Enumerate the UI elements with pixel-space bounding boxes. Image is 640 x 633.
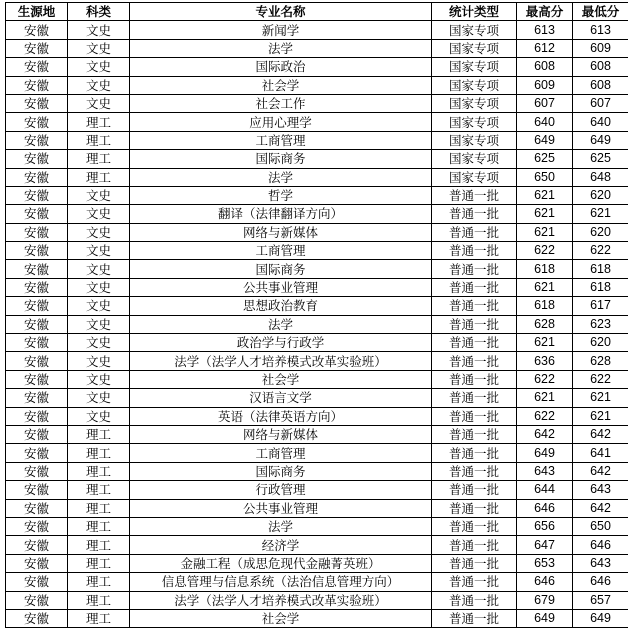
type-cell: 普通一批 <box>432 573 517 591</box>
table-row <box>6 425 629 443</box>
table-row <box>6 21 629 39</box>
origin-cell: 安徽 <box>6 499 68 517</box>
max-score-cell: 628 <box>517 315 573 333</box>
min-score-cell: 646 <box>573 573 629 591</box>
type-cell: 普通一批 <box>432 609 517 627</box>
major-cell: 法学 <box>130 39 432 57</box>
major-cell: 思想政治教育 <box>130 297 432 315</box>
major-cell: 法学 <box>130 168 432 186</box>
major-cell: 汉语言文学 <box>130 389 432 407</box>
min-score-cell: 628 <box>573 352 629 370</box>
table-row <box>6 58 629 76</box>
min-score-cell: 648 <box>573 168 629 186</box>
origin-cell: 安徽 <box>6 517 68 535</box>
max-score-cell: 621 <box>517 223 573 241</box>
max-score-cell: 621 <box>517 278 573 296</box>
subject-cell: 文史 <box>68 94 130 112</box>
origin-cell: 安徽 <box>6 352 68 370</box>
major-cell: 哲学 <box>130 186 432 204</box>
min-score-cell: 620 <box>573 334 629 352</box>
origin-cell: 安徽 <box>6 76 68 94</box>
table-row <box>6 591 629 609</box>
max-score-cell: 679 <box>517 591 573 609</box>
max-score-cell: 622 <box>517 242 573 260</box>
origin-cell: 安徽 <box>6 554 68 572</box>
major-cell: 社会工作 <box>130 94 432 112</box>
header-max-score: 最高分 <box>517 3 573 21</box>
min-score-cell: 642 <box>573 462 629 480</box>
table-row <box>6 352 629 370</box>
subject-cell: 文史 <box>68 242 130 260</box>
subject-cell: 文史 <box>68 205 130 223</box>
subject-cell: 理工 <box>68 425 130 443</box>
max-score-cell: 650 <box>517 168 573 186</box>
min-score-cell: 646 <box>573 536 629 554</box>
table-row <box>6 389 629 407</box>
table-row <box>6 186 629 204</box>
max-score-cell: 618 <box>517 297 573 315</box>
subject-cell: 文史 <box>68 223 130 241</box>
min-score-cell: 643 <box>573 554 629 572</box>
table-row <box>6 554 629 572</box>
table-row <box>6 444 629 462</box>
major-cell: 国际商务 <box>130 462 432 480</box>
table-row <box>6 573 629 591</box>
type-cell: 普通一批 <box>432 536 517 554</box>
subject-cell: 理工 <box>68 554 130 572</box>
table-row <box>6 260 629 278</box>
min-score-cell: 622 <box>573 242 629 260</box>
type-cell: 普通一批 <box>432 205 517 223</box>
subject-cell: 文史 <box>68 370 130 388</box>
origin-cell: 安徽 <box>6 297 68 315</box>
min-score-cell: 625 <box>573 150 629 168</box>
origin-cell: 安徽 <box>6 205 68 223</box>
origin-cell: 安徽 <box>6 278 68 296</box>
type-cell: 普通一批 <box>432 334 517 352</box>
origin-cell: 安徽 <box>6 462 68 480</box>
max-score-cell: 612 <box>517 39 573 57</box>
min-score-cell: 643 <box>573 481 629 499</box>
type-cell: 普通一批 <box>432 591 517 609</box>
min-score-cell: 608 <box>573 58 629 76</box>
min-score-cell: 608 <box>573 76 629 94</box>
type-cell: 普通一批 <box>432 517 517 535</box>
origin-cell: 安徽 <box>6 591 68 609</box>
table-row <box>6 297 629 315</box>
major-cell: 新闻学 <box>130 21 432 39</box>
origin-cell: 安徽 <box>6 536 68 554</box>
table-row <box>6 370 629 388</box>
type-cell: 普通一批 <box>432 260 517 278</box>
table-row <box>6 205 629 223</box>
header-major: 专业名称 <box>130 3 432 21</box>
origin-cell: 安徽 <box>6 260 68 278</box>
min-score-cell: 621 <box>573 389 629 407</box>
max-score-cell: 621 <box>517 334 573 352</box>
subject-cell: 理工 <box>68 168 130 186</box>
origin-cell: 安徽 <box>6 223 68 241</box>
origin-cell: 安徽 <box>6 481 68 499</box>
origin-cell: 安徽 <box>6 150 68 168</box>
major-cell: 法学（法学人才培养模式改革实验班） <box>130 352 432 370</box>
type-cell: 普通一批 <box>432 462 517 480</box>
type-cell: 国家专项 <box>432 113 517 131</box>
score-table-container <box>5 2 628 633</box>
origin-cell: 安徽 <box>6 94 68 112</box>
origin-cell: 安徽 <box>6 21 68 39</box>
table-row <box>6 223 629 241</box>
max-score-cell: 649 <box>517 131 573 149</box>
max-score-cell: 625 <box>517 150 573 168</box>
major-cell: 政治学与行政学 <box>130 334 432 352</box>
type-cell: 国家专项 <box>432 150 517 168</box>
type-cell: 普通一批 <box>432 278 517 296</box>
origin-cell: 安徽 <box>6 168 68 186</box>
major-cell: 社会学 <box>130 76 432 94</box>
type-cell: 国家专项 <box>432 21 517 39</box>
subject-cell: 理工 <box>68 591 130 609</box>
table-row <box>6 168 629 186</box>
type-cell: 国家专项 <box>432 39 517 57</box>
origin-cell: 安徽 <box>6 609 68 627</box>
type-cell: 普通一批 <box>432 407 517 425</box>
subject-cell: 文史 <box>68 278 130 296</box>
subject-cell: 文史 <box>68 352 130 370</box>
table-row <box>6 499 629 517</box>
origin-cell: 安徽 <box>6 186 68 204</box>
type-cell: 国家专项 <box>432 168 517 186</box>
max-score-cell: 622 <box>517 407 573 425</box>
major-cell: 社会学 <box>130 609 432 627</box>
type-cell: 国家专项 <box>432 76 517 94</box>
major-cell: 金融工程（成思危现代金融菁英班） <box>130 554 432 572</box>
score-table <box>5 2 628 628</box>
major-cell: 经济学 <box>130 536 432 554</box>
max-score-cell: 653 <box>517 554 573 572</box>
major-cell: 工商管理 <box>130 131 432 149</box>
max-score-cell: 618 <box>517 260 573 278</box>
min-score-cell: 621 <box>573 407 629 425</box>
type-cell: 普通一批 <box>432 242 517 260</box>
max-score-cell: 643 <box>517 462 573 480</box>
subject-cell: 文史 <box>68 76 130 94</box>
min-score-cell: 649 <box>573 609 629 627</box>
table-row <box>6 481 629 499</box>
max-score-cell: 646 <box>517 573 573 591</box>
header-origin: 生源地 <box>6 3 68 21</box>
subject-cell: 理工 <box>68 113 130 131</box>
subject-cell: 理工 <box>68 573 130 591</box>
min-score-cell: 609 <box>573 39 629 57</box>
type-cell: 普通一批 <box>432 554 517 572</box>
origin-cell: 安徽 <box>6 425 68 443</box>
origin-cell: 安徽 <box>6 315 68 333</box>
min-score-cell: 642 <box>573 425 629 443</box>
table-row <box>6 150 629 168</box>
max-score-cell: 644 <box>517 481 573 499</box>
table-row <box>6 315 629 333</box>
subject-cell: 文史 <box>68 389 130 407</box>
origin-cell: 安徽 <box>6 334 68 352</box>
max-score-cell: 636 <box>517 352 573 370</box>
header-min-score: 最低分 <box>573 3 629 21</box>
major-cell: 法学 <box>130 315 432 333</box>
table-row <box>6 131 629 149</box>
table-row <box>6 39 629 57</box>
origin-cell: 安徽 <box>6 242 68 260</box>
table-row <box>6 462 629 480</box>
major-cell: 英语（法律英语方向） <box>130 407 432 425</box>
subject-cell: 理工 <box>68 131 130 149</box>
max-score-cell: 649 <box>517 444 573 462</box>
major-cell: 社会学 <box>130 370 432 388</box>
table-row <box>6 94 629 112</box>
major-cell: 国际政治 <box>130 58 432 76</box>
max-score-cell: 621 <box>517 186 573 204</box>
max-score-cell: 656 <box>517 517 573 535</box>
min-score-cell: 613 <box>573 21 629 39</box>
table-body <box>6 21 629 628</box>
type-cell: 普通一批 <box>432 186 517 204</box>
subject-cell: 文史 <box>68 407 130 425</box>
subject-cell: 文史 <box>68 186 130 204</box>
max-score-cell: 621 <box>517 389 573 407</box>
subject-cell: 理工 <box>68 481 130 499</box>
origin-cell: 安徽 <box>6 39 68 57</box>
origin-cell: 安徽 <box>6 573 68 591</box>
min-score-cell: 620 <box>573 186 629 204</box>
major-cell: 法学（法学人才培养模式改革实验班） <box>130 591 432 609</box>
type-cell: 普通一批 <box>432 370 517 388</box>
major-cell: 应用心理学 <box>130 113 432 131</box>
subject-cell: 理工 <box>68 150 130 168</box>
type-cell: 普通一批 <box>432 499 517 517</box>
min-score-cell: 617 <box>573 297 629 315</box>
major-cell: 行政管理 <box>130 481 432 499</box>
major-cell: 公共事业管理 <box>130 499 432 517</box>
min-score-cell: 618 <box>573 260 629 278</box>
table-row <box>6 242 629 260</box>
min-score-cell: 621 <box>573 205 629 223</box>
type-cell: 普通一批 <box>432 444 517 462</box>
origin-cell: 安徽 <box>6 131 68 149</box>
min-score-cell: 622 <box>573 370 629 388</box>
subject-cell: 理工 <box>68 536 130 554</box>
subject-cell: 文史 <box>68 334 130 352</box>
table-row <box>6 407 629 425</box>
min-score-cell: 642 <box>573 499 629 517</box>
major-cell: 公共事业管理 <box>130 278 432 296</box>
subject-cell: 理工 <box>68 609 130 627</box>
subject-cell: 理工 <box>68 462 130 480</box>
type-cell: 普通一批 <box>432 425 517 443</box>
header-subject: 科类 <box>68 3 130 21</box>
table-row <box>6 278 629 296</box>
major-cell: 工商管理 <box>130 242 432 260</box>
table-header-row <box>6 3 629 21</box>
max-score-cell: 608 <box>517 58 573 76</box>
subject-cell: 文史 <box>68 260 130 278</box>
origin-cell: 安徽 <box>6 444 68 462</box>
major-cell: 网络与新媒体 <box>130 425 432 443</box>
min-score-cell: 623 <box>573 315 629 333</box>
min-score-cell: 650 <box>573 517 629 535</box>
table-row <box>6 334 629 352</box>
type-cell: 普通一批 <box>432 297 517 315</box>
header-type: 统计类型 <box>432 3 517 21</box>
max-score-cell: 640 <box>517 113 573 131</box>
max-score-cell: 613 <box>517 21 573 39</box>
min-score-cell: 649 <box>573 131 629 149</box>
subject-cell: 理工 <box>68 517 130 535</box>
major-cell: 国际商务 <box>130 260 432 278</box>
min-score-cell: 640 <box>573 113 629 131</box>
table-row <box>6 609 629 627</box>
min-score-cell: 641 <box>573 444 629 462</box>
subject-cell: 文史 <box>68 297 130 315</box>
subject-cell: 理工 <box>68 444 130 462</box>
origin-cell: 安徽 <box>6 370 68 388</box>
subject-cell: 文史 <box>68 39 130 57</box>
subject-cell: 文史 <box>68 58 130 76</box>
max-score-cell: 609 <box>517 76 573 94</box>
major-cell: 翻译（法律翻译方向） <box>130 205 432 223</box>
major-cell: 法学 <box>130 517 432 535</box>
type-cell: 普通一批 <box>432 352 517 370</box>
origin-cell: 安徽 <box>6 113 68 131</box>
subject-cell: 文史 <box>68 315 130 333</box>
origin-cell: 安徽 <box>6 407 68 425</box>
type-cell: 国家专项 <box>432 131 517 149</box>
table-row <box>6 517 629 535</box>
table-row <box>6 76 629 94</box>
min-score-cell: 607 <box>573 94 629 112</box>
type-cell: 普通一批 <box>432 389 517 407</box>
table-row <box>6 536 629 554</box>
major-cell: 国际商务 <box>130 150 432 168</box>
max-score-cell: 642 <box>517 425 573 443</box>
max-score-cell: 647 <box>517 536 573 554</box>
type-cell: 国家专项 <box>432 94 517 112</box>
subject-cell: 理工 <box>68 499 130 517</box>
max-score-cell: 622 <box>517 370 573 388</box>
max-score-cell: 649 <box>517 609 573 627</box>
origin-cell: 安徽 <box>6 58 68 76</box>
major-cell: 信息管理与信息系统（法治信息管理方向） <box>130 573 432 591</box>
min-score-cell: 618 <box>573 278 629 296</box>
min-score-cell: 620 <box>573 223 629 241</box>
type-cell: 普通一批 <box>432 481 517 499</box>
type-cell: 普通一批 <box>432 223 517 241</box>
major-cell: 网络与新媒体 <box>130 223 432 241</box>
table-row <box>6 113 629 131</box>
origin-cell: 安徽 <box>6 389 68 407</box>
type-cell: 普通一批 <box>432 315 517 333</box>
subject-cell: 文史 <box>68 21 130 39</box>
max-score-cell: 646 <box>517 499 573 517</box>
max-score-cell: 621 <box>517 205 573 223</box>
type-cell: 国家专项 <box>432 58 517 76</box>
major-cell: 工商管理 <box>130 444 432 462</box>
min-score-cell: 657 <box>573 591 629 609</box>
max-score-cell: 607 <box>517 94 573 112</box>
